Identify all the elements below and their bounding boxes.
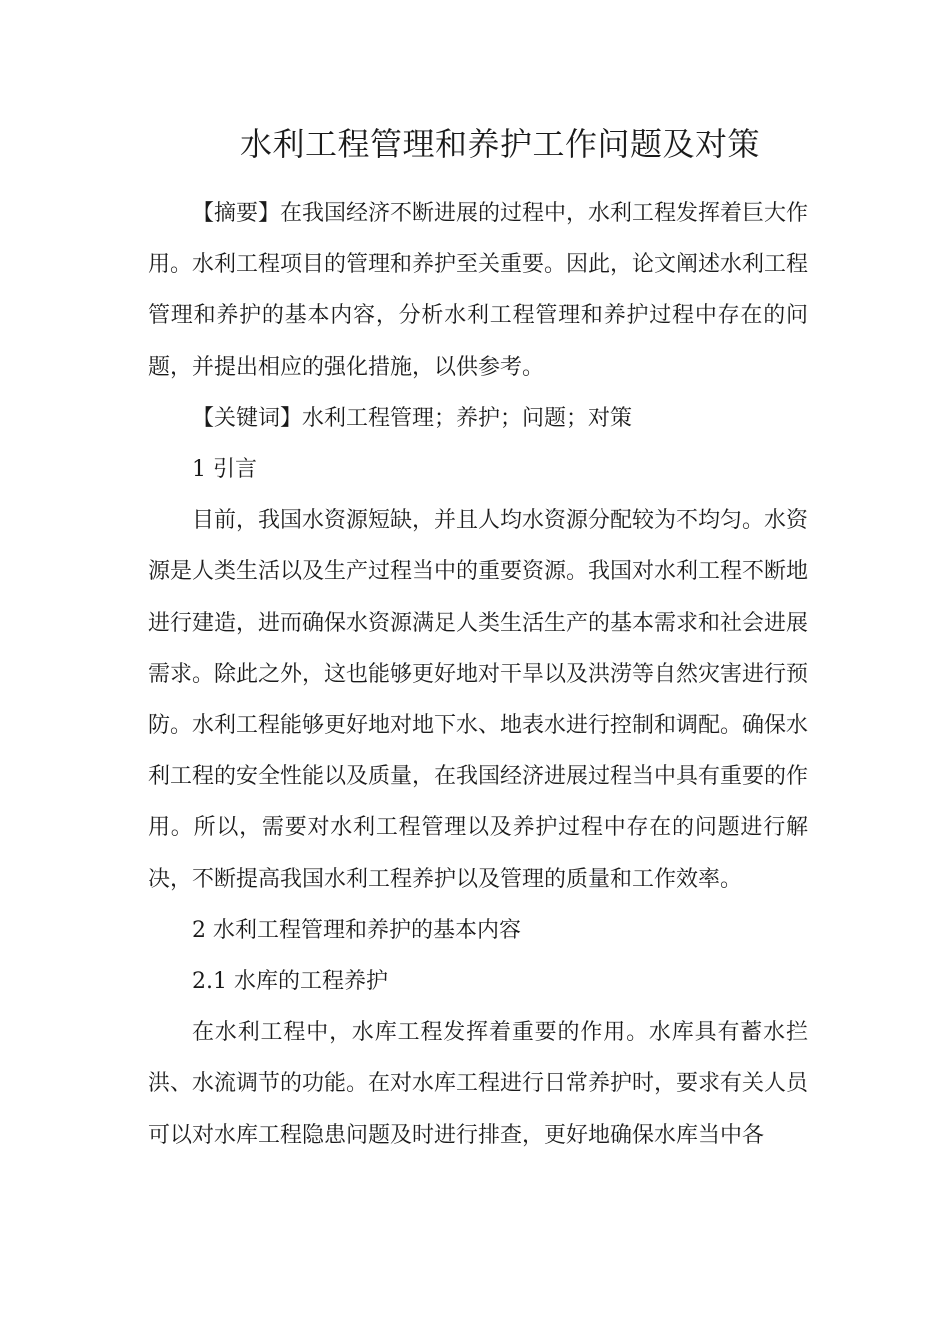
section-2-1-heading: 2.1 水库的工程养护	[192, 969, 388, 995]
section-2-1-paragraph: 在水利工程中，水库工程发挥着重要的作用。水库具有蓄水拦洪、水流调节的功能。在对水库工程进行日常养护时，要求有关人员可以对水库工程隐患问题及时进行排查，更好地确保水库当中各	[148, 1020, 809, 1148]
abstract-paragraph: 【摘要】在我国经济不断进展的过程中，水利工程发挥着巨大作用。水利工程项目的管理和养护至关重要。因此，论文阐述水利工程管理和养护的基本内容，分析水利工程管理和养护过程中存在的问题，并提出相应的强化措施，以供参考。	[148, 201, 809, 380]
keywords-line: 【关键词】水利工程管理；养护；问题；对策	[192, 405, 633, 431]
section-2-heading: 2 水利工程管理和养护的基本内容	[192, 917, 521, 943]
document-title: 水利工程管理和养护工作问题及对策	[240, 125, 761, 163]
section-1-paragraph: 目前，我国水资源短缺，并且人均水资源分配较为不均匀。水资源是人类生活以及生产过程当中的重要资源。我国对水利工程不断地进行建造，进而确保水资源满足人类生活生产的基本需求和社会进展需求。除此之外，这也能够更好地对干旱以及洪涝等自然灾害进行预防。水利工程能够更好地对地下水、地表水进行控制和调配。确保水利工程的安全性能以及质量，在我国经济进展过程当中具有重要的作用。所以，需要对水利工程管理以及养护过程中存在的问题进行解决，不断提高我国水利工程养护以及管理的质量和工作效率。	[148, 508, 809, 892]
document-body	[148, 188, 808, 1161]
section-1-heading: 1 引言	[192, 457, 257, 483]
